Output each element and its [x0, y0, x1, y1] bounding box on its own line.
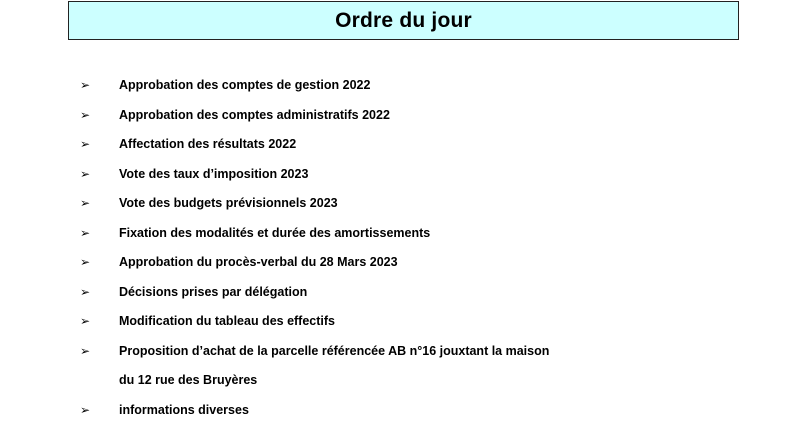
agenda-list — [80, 71, 780, 425]
arrow-bullet-icon: ➢ — [80, 196, 91, 210]
list-item — [80, 219, 780, 249]
list-item — [80, 189, 780, 219]
arrow-bullet-icon: ➢ — [80, 255, 91, 269]
agenda-item-text: Vote des budgets prévisionnels 2023 — [119, 196, 338, 210]
arrow-bullet-icon: ➢ — [80, 78, 91, 92]
list-item — [80, 248, 780, 278]
list-item — [80, 307, 780, 337]
list-item — [80, 396, 780, 426]
arrow-bullet-icon: ➢ — [80, 107, 91, 122]
list-item — [80, 160, 780, 190]
arrow-bullet-icon: ➢ — [80, 284, 91, 299]
agenda-item-text: Proposition d’achat de la parcelle référencée AB n°16 jouxtant la maison — [119, 343, 550, 358]
list-item — [80, 337, 780, 396]
list-item — [80, 130, 780, 160]
agenda-item-text: Approbation du procès-verbal du 28 Mars 2023 — [119, 255, 398, 269]
arrow-bullet-icon: ➢ — [80, 343, 91, 358]
agenda-item-text-continued: du 12 rue des Bruyères — [119, 373, 258, 387]
arrow-bullet-icon: ➢ — [80, 314, 91, 328]
agenda-item-text: Affectation des résultats 2022 — [119, 137, 297, 151]
list-item — [80, 278, 780, 308]
page-title: Ordre du jour — [335, 8, 472, 32]
agenda-item-text: Modification du tableau des effectifs — [119, 314, 335, 328]
arrow-bullet-icon: ➢ — [80, 166, 91, 181]
agenda-item-text: Approbation des comptes administratifs 2022 — [119, 107, 390, 122]
arrow-bullet-icon: ➢ — [80, 225, 91, 240]
list-item — [80, 101, 780, 131]
arrow-bullet-icon: ➢ — [80, 402, 91, 417]
agenda-item-text: Approbation des comptes de gestion 2022 — [119, 78, 371, 92]
agenda-item-text: informations diverses — [119, 402, 249, 417]
arrow-bullet-icon: ➢ — [80, 137, 91, 151]
agenda-item-text: Fixation des modalités et durée des amortissements — [119, 225, 431, 240]
agenda-title-box — [68, 1, 739, 40]
agenda-item-text: Décisions prises par délégation — [119, 284, 308, 299]
agenda-item-text: Vote des taux d’imposition 2023 — [119, 166, 309, 181]
list-item — [80, 71, 780, 101]
